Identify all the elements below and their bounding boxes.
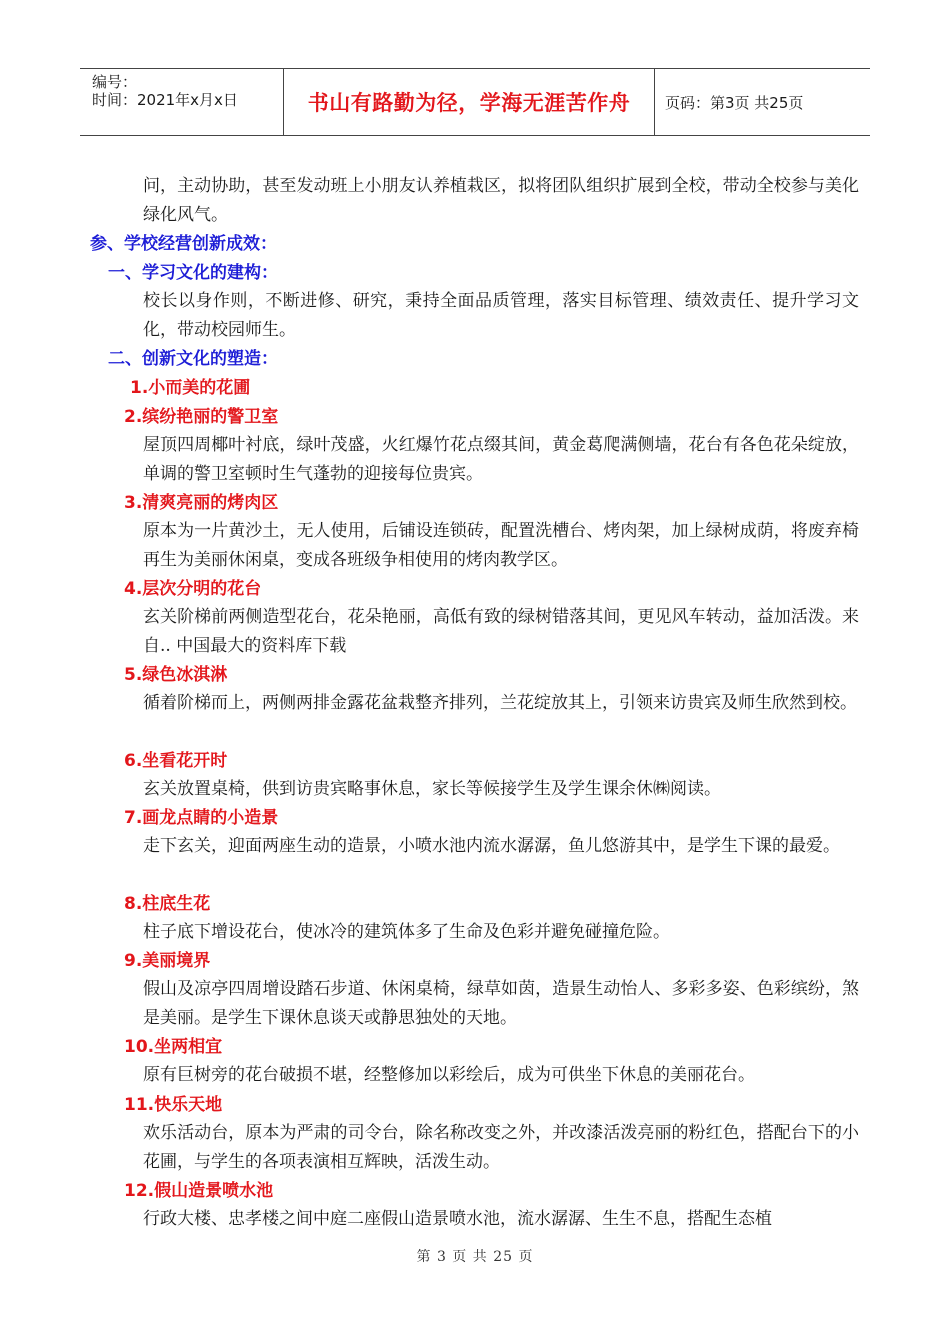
item-title: 3.清爽亮丽的烤肉区 [124, 493, 279, 513]
header-time-label: 时间：2021年x月x日 [92, 91, 238, 109]
item-title: 11.快乐天地 [124, 1095, 223, 1115]
page-footer: 第 3 页 共 25 页 [416, 1249, 534, 1265]
item-text: 循着阶梯而上，两侧两排金露花盆栽整齐排列，兰花绽放其上，引领来访贵宾及师生欣然到校。 [143, 693, 857, 713]
item-text: 行政大楼、忠孝楼之间中庭二座假山造景喷水池，流水潺潺、生生不息，搭配生态植 [143, 1209, 772, 1229]
header-motto: 书山有路勤为径，学海无涯苦作舟 [283, 69, 655, 135]
item-text: 屋顶四周椰叶衬底，绿叶茂盛，火红爆竹花点缀其间，黄金葛爬满侧墙，花台有各色花朵绽放，单调的警卫室顿时生气蓬勃的迎接每位贵宾。 [143, 435, 859, 484]
item-text: 假山及凉亭四周增设踏石步道、休闲桌椅，绿草如茵，造景生动怡人、多彩多姿、色彩缤纷，煞是美丽。是学生下课休息谈天或静思独处的天地。 [143, 979, 859, 1028]
item-text: 玄关放置桌椅，供到访贵宾略事休息，家长等候接学生及学生课余休㈱阅读。 [143, 779, 721, 799]
item-title: 1.小而美的花圃 [130, 378, 251, 398]
header-page-label: 页码：第3页 共25页 [665, 93, 804, 112]
intro-paragraph: 问，主动协助，甚至发动班上小朋友认养植栽区，拟将团队组织扩展到全校，带动全校参与美化绿化风气。 [143, 176, 859, 225]
item-title: 5.绿色冰淇淋 [124, 665, 228, 685]
header-meta [80, 69, 283, 135]
header-number-label: 编号： [92, 73, 138, 91]
item-title: 4.层次分明的花台 [124, 579, 262, 599]
item-title: 12.假山造景喷水池 [124, 1181, 274, 1201]
item-title: 9.美丽境界 [124, 951, 211, 971]
item-text: 柱子底下增设花台，使冰冷的建筑体多了生命及色彩并避免碰撞危险。 [143, 922, 670, 942]
item-text: 原本为一片黄沙土，无人使用，后铺设连锁砖，配置洗槽台、烤肉架，加上绿树成荫，将废弃椅再生为美丽休闲桌，变成各班级争相使用的烤肉教学区。 [143, 521, 859, 570]
section-title: 参、学校经营创新成效： [90, 234, 277, 254]
item-text: 走下玄关，迎面两座生动的造景，小喷水池内流水潺潺，鱼儿悠游其中，是学生下课的最爱。 [143, 836, 840, 856]
item-text: 欢乐活动台，原本为严肃的司令台，除名称改变之外，并改漆活泼亮丽的粉红色，搭配台下的小花圃，与学生的各项表演相互辉映，活泼生动。 [143, 1123, 859, 1172]
subsection-text-1: 校长以身作则，不断进修、研究，秉持全面品质管理，落实目标管理、绩效责任、提升学习文化，带动校园师生。 [143, 291, 859, 340]
item-title: 6.坐看花开时 [124, 751, 228, 771]
subsection-title-2: 二、创新文化的塑造： [108, 349, 278, 369]
item-text: 原有巨树旁的花台破损不堪，经整修加以彩绘后，成为可供坐下休息的美丽花台。 [143, 1065, 755, 1085]
page-header [80, 68, 870, 136]
item-title: 10.坐两相宜 [124, 1037, 223, 1057]
item-title: 7.画龙点睛的小造景 [124, 808, 279, 828]
subsection-title-1: 一、学习文化的建构： [108, 263, 278, 283]
item-text: 玄关阶梯前两侧造型花台，花朵艳丽，高低有致的绿树错落其间，更见风车转动，益加活泼。来 自.. 中国最大的资料库下载 [143, 607, 859, 656]
item-title: 8.柱底生花 [124, 894, 211, 914]
item-title: 2.缤纷艳丽的警卫室 [124, 407, 279, 427]
